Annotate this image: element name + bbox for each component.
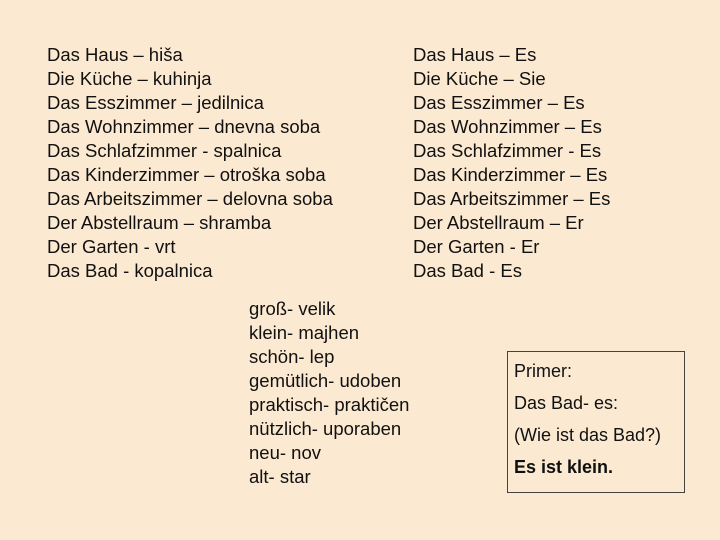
example-question: (Wie ist das Bad?): [514, 425, 662, 445]
list-item: Das Arbeitszimmer – Es: [413, 188, 611, 209]
example-heading: Primer:: [514, 361, 572, 381]
example-line: Das Bad- es:: [514, 393, 619, 413]
list-item: Das Arbeitszimmer – delovna soba: [47, 188, 333, 209]
list-item: Der Garten - vrt: [47, 236, 176, 257]
list-item: Die Küche – Sie: [413, 68, 546, 89]
list-item: Das Wohnzimmer – dnevna soba: [47, 116, 321, 137]
list-item: praktisch- praktičen: [249, 394, 410, 415]
list-item: Das Kinderzimmer – otroška soba: [47, 164, 326, 185]
list-item: gemütlich- udoben: [249, 370, 402, 391]
list-item: Das Haus – hiša: [47, 44, 183, 65]
list-item: alt- star: [249, 466, 311, 487]
example-box: [507, 351, 685, 493]
list-item: Die Küche – kuhinja: [47, 68, 212, 89]
list-item: Das Bad - Es: [413, 260, 522, 281]
list-item: Das Esszimmer – Es: [413, 92, 585, 113]
list-item: Der Abstellraum – Er: [413, 212, 584, 233]
list-item: Das Wohnzimmer – Es: [413, 116, 602, 137]
list-item: groß- velik: [249, 298, 336, 319]
list-item: Der Abstellraum – shramba: [47, 212, 272, 233]
list-item: klein- majhen: [249, 322, 360, 343]
rooms-translation-list: [47, 43, 333, 283]
adjectives-list: [249, 297, 409, 489]
list-item: Das Haus – Es: [413, 44, 537, 65]
list-item: Das Schlafzimmer - spalnica: [47, 140, 282, 161]
list-item: schön- lep: [249, 346, 335, 367]
list-item: Das Kinderzimmer – Es: [413, 164, 608, 185]
list-item: neu- nov: [249, 442, 321, 463]
example-answer: Es ist klein.: [514, 457, 614, 477]
list-item: Das Schlafzimmer - Es: [413, 140, 602, 161]
list-item: Das Esszimmer – jedilnica: [47, 92, 264, 113]
list-item: Das Bad - kopalnica: [47, 260, 213, 281]
rooms-pronoun-list: [413, 43, 610, 283]
list-item: Der Garten - Er: [413, 236, 540, 257]
list-item: nützlich- uporaben: [249, 418, 402, 439]
